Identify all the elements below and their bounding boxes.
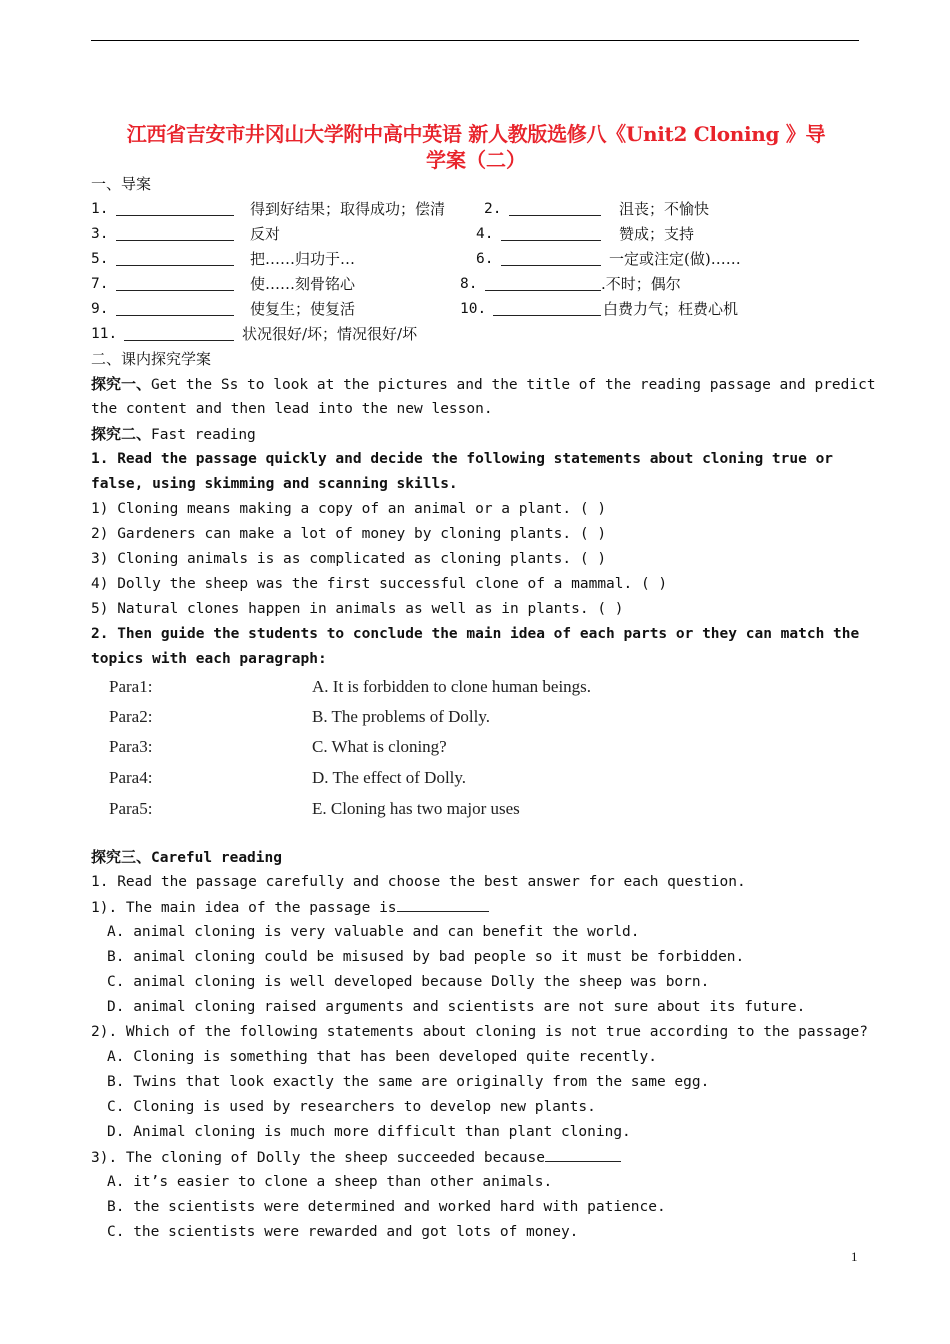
fast-reading-q2-line2: topics with each paragraph: [91, 651, 327, 667]
topic-d: D. The effect of Dolly. [312, 768, 467, 787]
vocab-num-11: 11. [91, 326, 118, 342]
vocab-blank-5[interactable] [116, 251, 234, 266]
vocab-blank-10[interactable] [493, 301, 601, 316]
paragraph-topic-matching [0, 677, 950, 837]
question-3-stem [91, 1147, 621, 1168]
q1-option-c: C. animal cloning is well developed because Dolly the sheep was born. [107, 974, 710, 990]
explore2 [91, 424, 256, 445]
vocab-meaning-5: 把……归功于… [250, 250, 356, 268]
vocab-num-7: 7. [91, 276, 109, 292]
vocab-num-8: 8. [460, 276, 478, 292]
vocab-num-10: 10. [460, 301, 487, 317]
question-1-stem [91, 897, 489, 918]
document-title [91, 121, 861, 173]
fast-reading-q1-line1: 1. Read the passage quickly and decide the following statements about cloning true or [91, 451, 834, 467]
title-line-1: 江西省吉安市井冈山大学附中高中英语 新人教版选修八《Unit2 Cloning 》导 [126, 122, 826, 146]
para-label-3: Para3: [109, 737, 153, 756]
vocab-meaning-1: 得到好结果；取得成功；偿清 [250, 200, 446, 218]
vocab-num-2: 2. [484, 201, 502, 217]
vocab-num-9: 9. [91, 301, 109, 317]
explore3 [91, 847, 282, 868]
statement-1: 1) Cloning means making a copy of an animal or a plant. ( ) [91, 501, 607, 517]
explore3-title: Careful reading [151, 850, 282, 866]
q1-option-d: D. animal cloning raised arguments and scientists are not sure about its future. [107, 999, 806, 1015]
vocab-num-1: 1. [91, 201, 109, 217]
page-number: 1 [851, 1249, 858, 1264]
vocab-blank-7[interactable] [116, 276, 234, 291]
vocab-blank-8[interactable] [485, 276, 601, 291]
vocab-blank-11[interactable] [124, 326, 234, 341]
explore1-text-line1: Get the Ss to look at the pictures and the title of the reading passage and predict [151, 377, 876, 393]
explore3-label: 探究三、 [91, 848, 152, 866]
explore2-text: Fast reading [151, 427, 256, 443]
explore1-label: 探究一、 [91, 375, 152, 393]
question-3-blank[interactable] [545, 1147, 621, 1162]
vocab-blank-3[interactable] [116, 226, 234, 241]
vocab-meaning-7: 使……刻骨铭心 [250, 275, 356, 293]
vocab-meaning-3: 反对 [250, 225, 281, 243]
explore1-text-line2: the content and then lead into the new lesson. [91, 401, 493, 417]
topic-c: C. What is cloning? [312, 737, 447, 756]
question-1-blank[interactable] [397, 897, 489, 912]
para-label-1: Para1: [109, 677, 153, 696]
question-3-text: 3). The cloning of Dolly the sheep succeeded because [91, 1150, 545, 1166]
vocab-num-5: 5. [91, 251, 109, 267]
q3-option-c: C. the scientists were rewarded and got lots of money. [107, 1224, 579, 1240]
q3-option-a: A. it’s easier to clone a sheep than other animals. [107, 1174, 553, 1190]
topic-b: B. The problems of Dolly. [312, 707, 491, 726]
q1-option-a: A. animal cloning is very valuable and can benefit the world. [107, 924, 640, 940]
vocab-num-6: 6. [476, 251, 494, 267]
statement-4: 4) Dolly the sheep was the first successful clone of a mammal. ( ) [91, 576, 668, 592]
vocab-blank-6[interactable] [501, 251, 601, 266]
section2-heading: 二、课内探究学案 [91, 350, 212, 368]
topic-a: A. It is forbidden to clone human beings. [312, 677, 592, 696]
vocab-blank-9[interactable] [116, 301, 234, 316]
q2-option-c: C. Cloning is used by researchers to develop new plants. [107, 1099, 596, 1115]
explore1 [91, 374, 876, 395]
vocab-meaning-11: 状况很好/坏；情况很好/坏 [242, 325, 418, 343]
vocab-meaning-2: 沮丧；不愉快 [619, 200, 710, 218]
vocab-meaning-8: .不时；偶尔 [601, 275, 681, 293]
fast-reading-q2-line1: 2. Then guide the students to conclude the main idea of each parts or they can match the [91, 626, 860, 642]
vocab-blank-1[interactable] [116, 201, 234, 216]
q2-option-b: B. Twins that look exactly the same are originally from the same egg. [107, 1074, 710, 1090]
fast-reading-q1-line2: false, using skimming and scanning skills. [91, 476, 458, 492]
vocab-num-4: 4. [476, 226, 494, 242]
section1-heading: 一、导案 [91, 175, 152, 193]
q2-option-d: D. Animal cloning is much more difficult than plant cloning. [107, 1124, 631, 1140]
statement-3: 3) Cloning animals is as complicated as cloning plants. ( ) [91, 551, 607, 567]
question-2-stem: 2). Which of the following statements about cloning is not true according to the passage? [91, 1024, 868, 1040]
vocab-num-3: 3. [91, 226, 109, 242]
q2-option-a: A. Cloning is something that has been developed quite recently. [107, 1049, 657, 1065]
vocab-meaning-9: 使复生；使复活 [250, 300, 356, 318]
para-label-2: Para2: [109, 707, 153, 726]
explore2-label: 探究二、 [91, 425, 152, 443]
para-label-4: Para4: [109, 768, 153, 787]
vocab-blank-4[interactable] [501, 226, 601, 241]
vocab-meaning-10: 白费力气；枉费心机 [603, 300, 739, 318]
topic-e: E. Cloning has two major uses [312, 799, 520, 818]
q3-option-b: B. the scientists were determined and worked hard with patience. [107, 1199, 666, 1215]
careful-reading-instruction: 1. Read the passage carefully and choose the best answer for each question. [91, 874, 746, 890]
q1-option-b: B. animal cloning could be misused by bad people so it must be forbidden. [107, 949, 745, 965]
vocab-meaning-6: 一定或注定(做)…… [609, 250, 741, 268]
header-rule [91, 40, 859, 41]
title-line-2: 学案（二） [426, 148, 526, 172]
para-label-5: Para5: [109, 799, 153, 818]
statement-2: 2) Gardeners can make a lot of money by cloning plants. ( ) [91, 526, 607, 542]
question-1-text: 1). The main idea of the passage is [91, 900, 397, 916]
statement-5: 5) Natural clones happen in animals as well as in plants. ( ) [91, 601, 624, 617]
vocab-meaning-4: 赞成；支持 [619, 225, 695, 243]
vocab-blank-2[interactable] [509, 201, 601, 216]
